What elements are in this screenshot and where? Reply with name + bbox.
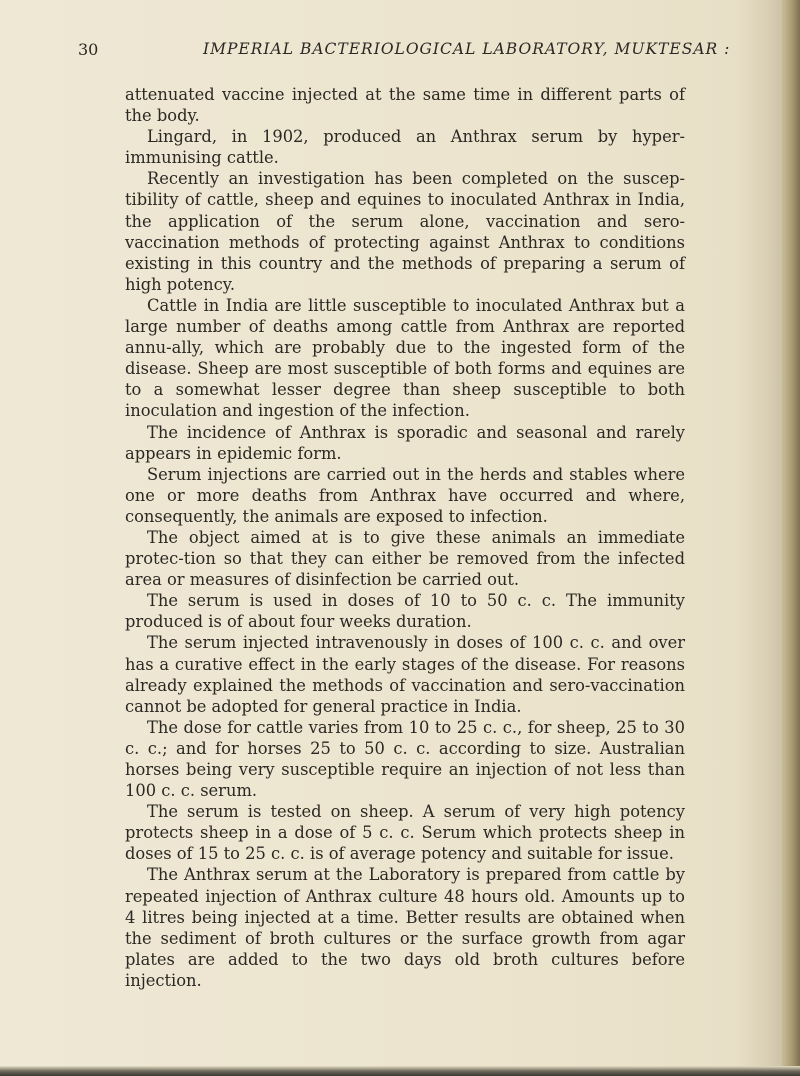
page-header	[78, 38, 731, 62]
paragraph: The serum is used in doses of 10 to 50 c. c. The immunity produced is of about four weeks duration.	[125, 591, 685, 632]
paragraph: Cattle in India are little susceptible to inoculated Anthrax but a large number of deaths among cattle from Anthrax are reported annu-ally, which are probably due to the ingested form of the disease. Sheep are most susceptible of both forms and equines are to a somewhat lesser degree than sheep susceptible to both inoculation and ingestion of the infection.	[125, 295, 685, 421]
page-number: 30	[78, 40, 99, 59]
paragraph: Recently an investigation has been completed on the suscep-tibility of cattle, sheep and equines to inoculated Anthrax in India, the application of the serum alone, vaccination and sero-vaccination methods of protecting against Anthrax to conditions existing in this country and the methods of preparing a serum of high potency.	[125, 169, 685, 294]
paragraph: The Anthrax serum at the Laboratory is prepared from cattle by repeated injection of Anthrax culture 48 hours old. Amounts up to 4 litres being injected at a time. Better results are obtained when the sediment of broth cultures or the surface growth from agar plates are added to the two days old broth cultures before injection.	[125, 865, 685, 990]
paragraph: The object aimed at is to give these animals an immediate protec-tion so that they can either be removed from the infected area or measures of disinfection be carried out.	[125, 527, 685, 590]
paragraph: The dose for cattle varies from 10 to 25 c. c., for sheep, 25 to 30 c. c.; and for horses 25 to 50 c. c. according to size. Australian horses being very susceptible require an injection of not less than 100 c. c. serum.	[125, 717, 685, 801]
page-bottom-edge	[0, 1066, 800, 1076]
paragraph: The serum is tested on sheep. A serum of very high potency protects sheep in a dose of 5 c. c. Serum which protects sheep in doses of 15 to 25 c. c. is of average potency and suitable for issue.	[125, 802, 685, 864]
paragraph: The serum injected intravenously in doses of 100 c. c. and over has a curative effect in the early stages of the disease. For reasons already explained the methods of vaccination and sero-vaccination cannot be adopted for general practice in India.	[125, 633, 685, 716]
paragraph: Lingard, in 1902, produced an Anthrax serum by hyper-immunising cattle.	[125, 127, 685, 168]
paragraph: attenuated vaccine injected at the same time in different parts of the body.	[125, 85, 685, 126]
paragraph: The incidence of Anthrax is sporadic and seasonal and rarely appears in epidemic form.	[125, 422, 685, 463]
page-right-edge	[782, 0, 800, 1076]
paragraph: Serum injections are carried out in the herds and stables where one or more deaths from Anthrax have occurred and where, consequently, the animals are exposed to infection.	[125, 464, 685, 526]
body-text	[125, 84, 685, 991]
running-title: IMPERIAL BACTERIOLOGICAL LABORATORY, MUKTESAR :	[203, 40, 731, 58]
